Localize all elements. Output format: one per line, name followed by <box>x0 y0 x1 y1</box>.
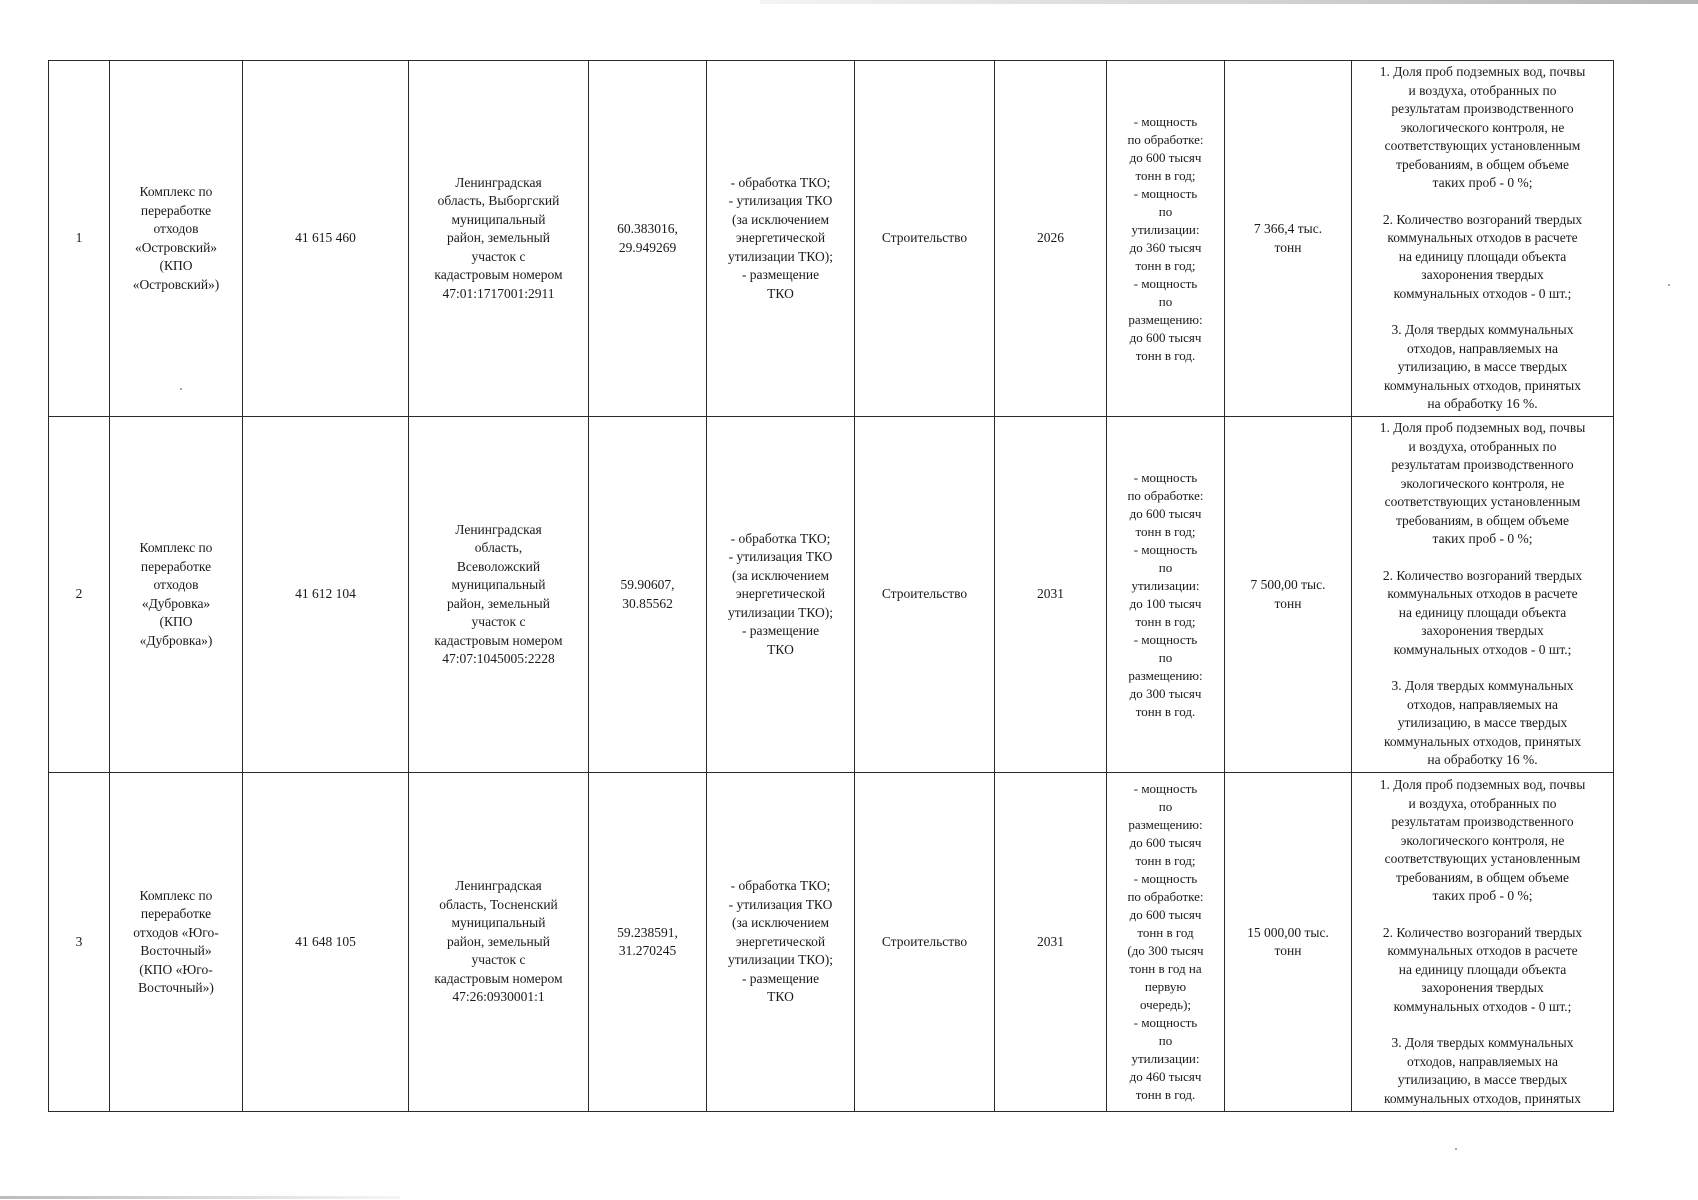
indicator-line: результатам производственного <box>1391 457 1574 473</box>
cell-line: тонн в год на <box>1129 961 1202 976</box>
cell-line: - мощность <box>1133 871 1198 886</box>
indicator-line: таких проб - 0 %; <box>1432 175 1533 191</box>
cell-line: район, земельный <box>447 595 550 611</box>
cell-line: тонн в год; <box>1135 613 1196 629</box>
cell-line: - мощность <box>1133 469 1198 485</box>
indicator-line: отходов, направляемых на <box>1407 696 1558 712</box>
facility-coordinates <box>589 61 707 417</box>
indicator-line: таких проб - 0 %; <box>1432 531 1533 547</box>
cell-line: до 460 тысяч <box>1129 1069 1202 1084</box>
project-status: Строительство <box>855 417 995 773</box>
indicator-line: коммунальных отходов в расчете <box>1387 943 1578 958</box>
cell-line: до 300 тысяч <box>1129 685 1202 701</box>
cell-line: - размещение <box>741 267 820 283</box>
activity-types <box>707 773 855 1112</box>
cell-line: - обработка ТКО; <box>730 530 831 546</box>
row-number: 2 <box>49 417 110 773</box>
cell-line: по <box>1158 559 1173 575</box>
indicator-line: 3. Доля твердых коммунальных <box>1391 322 1574 338</box>
indicator-line: коммунальных отходов, принятых <box>1383 377 1581 393</box>
cell-line: 7 366,4 тыс. <box>1253 221 1323 236</box>
indicator-line: требованиям, в общем объеме <box>1395 512 1570 528</box>
cell-line: (за исключением <box>731 211 830 227</box>
indicator-line: 1. Доля проб подземных вод, почвы <box>1379 420 1586 436</box>
cell-line: Комплекс по <box>139 184 213 199</box>
cell-line: утилизации: <box>1131 1051 1200 1066</box>
cell-line: Ленинградская <box>455 521 542 537</box>
cell-line: ТКО <box>767 641 794 657</box>
indicator-line: экологического контроля, не <box>1400 832 1565 848</box>
cell-line: - мощность <box>1133 631 1198 647</box>
indicator-line: требованиям, в общем объеме <box>1395 156 1570 172</box>
indicator-line: захоронения твердых <box>1421 623 1544 639</box>
cell-line: переработке <box>140 202 212 218</box>
performance-indicators <box>1352 773 1614 1112</box>
indicator-line: коммунальных отходов - 0 шт.; <box>1393 998 1572 1014</box>
cell-line: - обработка ТКО; <box>730 878 831 894</box>
cell-line: по <box>1158 1033 1173 1048</box>
indicator-line: соответствующих установленным <box>1384 494 1581 510</box>
cell-line: Восточный» <box>140 943 212 958</box>
cell-line: - мощность <box>1133 1015 1198 1030</box>
cell-line: энергетической <box>735 933 826 949</box>
cell-line: «Дубровка») <box>139 632 213 648</box>
cell-line: по <box>1158 203 1173 219</box>
commissioning-year: 2031 <box>995 417 1107 773</box>
row-number: 1 <box>49 61 110 417</box>
facility-coordinates <box>589 773 707 1112</box>
cell-line: 47:07:1045005:2228 <box>442 651 555 666</box>
cell-line: до 360 тысяч <box>1129 239 1202 255</box>
cell-line: муниципальный <box>451 915 546 931</box>
row-number: 3 <box>49 773 110 1112</box>
oktmo-code: 41 612 104 <box>243 417 409 773</box>
indicator-line: 3. Доля твердых коммунальных <box>1391 678 1574 694</box>
indicator-line: экологического контроля, не <box>1400 119 1565 135</box>
cell-line: 47:01:1717001:2911 <box>442 285 555 301</box>
indicator-line: коммунальных отходов в расчете <box>1387 586 1578 602</box>
facility-capacity <box>1107 61 1225 417</box>
cell-line: тонн <box>1274 595 1302 611</box>
cell-line: кадастровым номером <box>434 267 563 283</box>
table-row <box>49 417 1614 773</box>
indicator-line: соответствующих установленным <box>1384 138 1581 154</box>
cell-line: 60.383016, <box>617 221 678 236</box>
cell-line: район, земельный <box>447 230 550 246</box>
scan-edge-top <box>760 0 1698 4</box>
cell-line: 59.90607, <box>620 577 675 592</box>
commissioning-year: 2026 <box>995 61 1107 417</box>
indicator-line: на обработку 16 %. <box>1427 752 1538 768</box>
indicator-line: на обработку 16 %. <box>1427 396 1538 412</box>
cell-line: область, <box>474 540 523 555</box>
cell-line: по <box>1158 799 1173 814</box>
indicator-line: 1. Доля проб подземных вод, почвы <box>1379 64 1586 80</box>
cell-line: (КПО «Юго- <box>139 961 213 977</box>
cell-line: очередь); <box>1139 997 1192 1012</box>
cell-line: отходов <box>153 577 199 592</box>
cell-line: область, Выборгский <box>437 193 560 209</box>
cell-line: 30.85562 <box>622 595 673 611</box>
cell-line: до 600 тысяч <box>1129 329 1202 345</box>
indicator-line: соответствующих установленным <box>1384 851 1581 866</box>
scan-speck <box>1668 284 1670 286</box>
cell-line: - мощность <box>1133 113 1198 129</box>
cell-line: утилизации ТКО); <box>727 952 834 968</box>
oktmo-code: 41 615 460 <box>243 61 409 417</box>
cell-line: участок с <box>471 614 526 629</box>
scan-speck <box>1455 1148 1457 1150</box>
indicator-line: и воздуха, отобранных по <box>1408 82 1557 98</box>
cell-line: (за исключением <box>731 567 830 583</box>
cell-line: переработке <box>140 906 212 921</box>
cell-line: утилизации: <box>1131 221 1200 237</box>
cell-line: по <box>1158 293 1173 309</box>
indicator-line: утилизацию, в массе твердых <box>1397 1072 1568 1087</box>
cell-line: тонн в год; <box>1135 167 1196 183</box>
cell-line: тонн в год; <box>1135 523 1196 539</box>
cell-line: участок с <box>471 952 526 968</box>
table-row <box>49 61 1614 417</box>
activity-types <box>707 61 855 417</box>
performance-indicators <box>1352 61 1614 417</box>
cell-line: размещению: <box>1128 817 1203 832</box>
cell-line: Комплекс по <box>139 887 213 903</box>
indicator-line: коммунальных отходов в расчете <box>1387 230 1578 246</box>
cell-line: тонн в год <box>1137 925 1194 940</box>
facilities-table <box>48 60 1614 1112</box>
cell-line: район, земельный <box>447 933 550 949</box>
facility-name <box>110 773 243 1112</box>
project-status: Строительство <box>855 61 995 417</box>
indicator-line: таких проб - 0 %; <box>1432 888 1533 903</box>
indicator-line: на единицу площади объекта <box>1398 961 1567 977</box>
facility-location <box>409 773 589 1112</box>
cell-line: тонн <box>1274 239 1302 255</box>
cell-line: энергетической <box>735 230 826 246</box>
cell-line: «Дубровка» <box>141 595 211 611</box>
cell-line: - мощность <box>1133 541 1198 557</box>
cell-line: кадастровым номером <box>434 632 563 648</box>
cell-line: до 600 тысяч <box>1129 835 1202 850</box>
cell-line: утилизации: <box>1131 577 1200 593</box>
activity-types <box>707 417 855 773</box>
waste-volume <box>1225 773 1352 1112</box>
indicator-line: захоронения твердых <box>1421 267 1544 283</box>
indicator-line: коммунальных отходов, принятых <box>1383 1090 1581 1106</box>
facility-name <box>110 417 243 773</box>
indicator-line: на единицу площади объекта <box>1398 248 1567 264</box>
cell-line: по <box>1158 649 1173 665</box>
indicator-line: результатам производственного <box>1391 101 1574 117</box>
project-status: Строительство <box>855 773 995 1112</box>
cell-line: участок с <box>471 248 526 264</box>
indicator-line: и воздуха, отобранных по <box>1408 438 1557 454</box>
cell-line: - утилизация ТКО <box>728 896 833 912</box>
indicator-line: требованиям, в общем объеме <box>1395 869 1570 885</box>
cell-line: по обработке: <box>1127 131 1204 147</box>
cell-line: муниципальный <box>451 211 546 227</box>
cell-line: по обработке: <box>1127 889 1204 904</box>
indicator-line: 2. Количество возгораний твердых <box>1382 567 1583 583</box>
indicator-line: результатам производственного <box>1391 814 1574 829</box>
indicator-line: и воздуха, отобранных по <box>1408 795 1557 811</box>
indicator-line: утилизацию, в массе твердых <box>1397 715 1568 731</box>
cell-line: ТКО <box>767 285 794 301</box>
indicator-line: 3. Доля твердых коммунальных <box>1391 1035 1574 1050</box>
cell-line: 15 000,00 тыс. <box>1247 924 1329 940</box>
cell-line: тонн <box>1274 943 1302 958</box>
cell-line: 29.949269 <box>618 239 677 255</box>
facility-location <box>409 61 589 417</box>
cell-line: тонн в год; <box>1135 257 1196 273</box>
cell-line: ТКО <box>767 989 794 1005</box>
cell-line: 47:26:0930001:1 <box>452 989 545 1005</box>
cell-line: муниципальный <box>451 577 546 592</box>
cell-line: (КПО <box>159 614 193 629</box>
cell-line: отходов «Юго- <box>133 924 219 940</box>
cell-line: - мощность <box>1133 275 1198 291</box>
indicator-line: коммунальных отходов - 0 шт.; <box>1393 285 1572 301</box>
cell-line: размещению: <box>1128 311 1203 327</box>
cell-line: Комплекс по <box>139 540 213 555</box>
cell-line: первую <box>1144 979 1187 994</box>
facility-coordinates <box>589 417 707 773</box>
cell-line: «Островский» <box>134 239 218 255</box>
cell-line: (за исключением <box>731 915 830 931</box>
indicator-line: захоронения твердых <box>1421 980 1544 995</box>
cell-line: 31.270245 <box>618 943 677 958</box>
indicator-line: коммунальных отходов, принятых <box>1383 733 1581 749</box>
cell-line: тонн в год. <box>1135 703 1196 719</box>
cell-line: до 600 тысяч <box>1129 149 1202 165</box>
waste-volume <box>1225 417 1352 773</box>
indicator-line: утилизацию, в массе твердых <box>1397 359 1568 375</box>
cell-line: до 600 тысяч <box>1129 907 1202 922</box>
cell-line: - размещение <box>741 623 820 639</box>
cell-line: тонн в год. <box>1135 347 1196 363</box>
indicator-line: на единицу площади объекта <box>1398 604 1567 620</box>
cell-line: отходов <box>153 221 199 236</box>
indicator-line: коммунальных отходов - 0 шт.; <box>1393 641 1572 657</box>
cell-line: - мощность <box>1133 185 1198 201</box>
indicator-line: 1. Доля проб подземных вод, почвы <box>1379 777 1586 792</box>
cell-line: 7 500,00 тыс. <box>1250 577 1326 592</box>
facility-capacity <box>1107 773 1225 1112</box>
indicator-line: 2. Количество возгораний твердых <box>1382 924 1583 940</box>
indicator-line: отходов, направляемых на <box>1407 340 1558 356</box>
cell-line: до 100 тысяч <box>1129 595 1202 611</box>
cell-line: - утилизация ТКО <box>728 549 833 565</box>
table-row <box>49 773 1614 1112</box>
cell-line: утилизации ТКО); <box>727 604 834 620</box>
cell-line: тонн в год. <box>1135 1087 1196 1102</box>
cell-line: (КПО <box>159 258 193 273</box>
cell-line: Ленинградская <box>455 878 542 894</box>
cell-line: кадастровым номером <box>434 970 563 986</box>
indicator-line: экологического контроля, не <box>1400 475 1565 491</box>
cell-line: (до 300 тысяч <box>1127 943 1204 958</box>
performance-indicators <box>1352 417 1614 773</box>
cell-line: - утилизация ТКО <box>728 193 833 209</box>
scan-edge-bottom <box>0 1196 400 1199</box>
cell-line: - размещение <box>741 970 820 986</box>
cell-line: размещению: <box>1128 667 1203 683</box>
facility-location <box>409 417 589 773</box>
facility-capacity <box>1107 417 1225 773</box>
cell-line: 59.238591, <box>617 924 678 940</box>
cell-line: Всеволожский <box>456 558 541 574</box>
waste-volume <box>1225 61 1352 417</box>
cell-line: переработке <box>140 558 212 574</box>
cell-line: «Островский») <box>132 276 220 292</box>
commissioning-year: 2031 <box>995 773 1107 1112</box>
cell-line: энергетической <box>735 586 826 602</box>
cell-line: - обработка ТКО; <box>730 174 831 190</box>
cell-line: Восточный») <box>138 980 214 995</box>
cell-line: - мощность <box>1133 781 1198 796</box>
cell-line: тонн в год; <box>1135 853 1196 868</box>
indicator-line: 2. Количество возгораний твердых <box>1382 211 1583 227</box>
facility-name <box>110 61 243 417</box>
cell-line: область, Тосненский <box>439 896 558 912</box>
cell-line: по обработке: <box>1127 487 1204 503</box>
oktmo-code: 41 648 105 <box>243 773 409 1112</box>
indicator-line: отходов, направляемых на <box>1407 1053 1558 1069</box>
cell-line: Ленинградская <box>455 174 542 190</box>
cell-line: до 600 тысяч <box>1129 505 1202 521</box>
cell-line: утилизации ТКО); <box>727 248 834 264</box>
